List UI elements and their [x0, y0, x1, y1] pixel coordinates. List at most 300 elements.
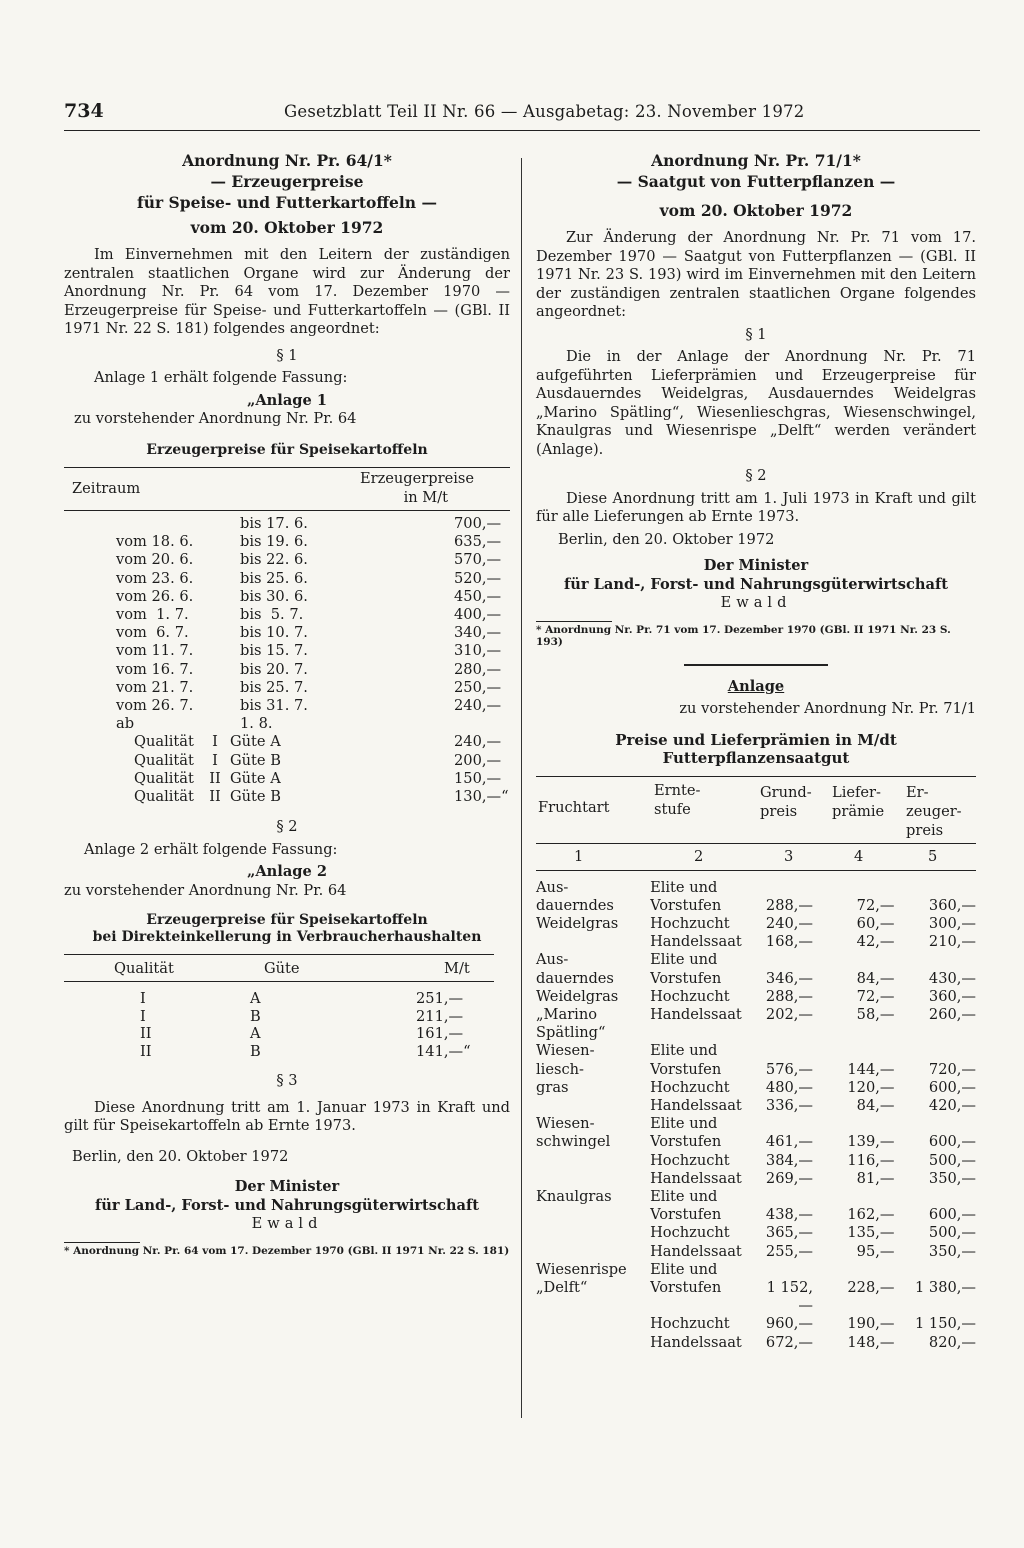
erntestufe-cell: Vorstufen: [650, 1060, 722, 1078]
table-row: [536, 1006, 976, 1024]
fruchtart-cell: [536, 1152, 650, 1170]
period-from: [64, 515, 240, 533]
grundpreis-cell: 365,—: [765, 1224, 814, 1242]
left-section-3-heading: § 3: [276, 1072, 298, 1090]
erzeugerpreis-cell: 350,—: [928, 1242, 976, 1260]
quality-label: [64, 770, 390, 788]
lieferpraemie-cell: 72,—: [856, 896, 895, 914]
table-row: [536, 1170, 976, 1188]
table-row: [536, 951, 976, 969]
grundpreis-cell: 336,—: [765, 1096, 814, 1114]
right-section-2-text: Diese Anordnung tritt am 1. Juli 1973 in Kraft und gilt für alle Lieferungen ab Ernte 1973.: [536, 489, 976, 525]
erntestufe-cell: Elite und: [650, 1042, 718, 1060]
grundpreis-cell: 168,—: [765, 933, 814, 951]
period-from: vom 23. 6.: [116, 569, 194, 587]
erntestufe-cell: Elite und: [650, 1260, 718, 1278]
fruchtart-cell: Wiesen-: [536, 1115, 595, 1133]
period-to: bis 25. 6.: [240, 569, 308, 587]
table-3-col-lieferpraemie: Liefer- prämie: [832, 783, 885, 820]
page-number: 734: [64, 100, 104, 122]
grundpreis-cell: [760, 879, 813, 897]
period-to: bis 15. 7.: [240, 642, 308, 660]
grundpreis-cell: 269,—: [765, 1169, 814, 1187]
left-signature-ministry: für Land-, Forst- und Nahrungsgüterwirtschaft: [95, 1196, 479, 1214]
page-header: [64, 98, 980, 128]
empty-cell: [813, 1024, 894, 1042]
table-1-rows: [64, 515, 510, 806]
anlage-ref: zu vorstehender Anordnung Nr. Pr. 71/1: [679, 700, 976, 717]
erzeugerpreis-cell: 210,—: [928, 933, 976, 951]
fruchtart-cell: Spätling“: [536, 1024, 606, 1042]
table-row: [536, 1224, 976, 1242]
erzeugerpreis-cell: [894, 1115, 976, 1133]
price-value: 310,—: [454, 642, 502, 660]
guete-value: B: [250, 1042, 261, 1060]
table-row: [64, 733, 510, 751]
erzeugerpreis-cell: 820,—: [928, 1333, 976, 1351]
period-from: vom 21. 7.: [116, 678, 194, 696]
lieferpraemie-cell: 84,—: [856, 969, 895, 987]
right-section-1-heading: § 1: [745, 325, 767, 343]
left-title-line-3: für Speise- und Futterkartoffeln —: [137, 193, 437, 212]
lieferpraemie-cell: 116,—: [847, 1151, 895, 1169]
fruchtart-cell: Knaulgras: [536, 1187, 612, 1205]
right-intro: Zur Änderung der Anordnung Nr. Pr. 71 vom 17. Dezember 1970 — Saatgut von Futterpflanzen — (GBl. II 1971 Nr. 23 S. 193) wird im Einvernehmen mit den Leitern der zuständigen zentralen staatlichen Organe folgendes angeordnet:: [536, 229, 976, 320]
table-row: [536, 1243, 976, 1261]
table-row: [536, 1097, 976, 1115]
price-value: 150,—: [454, 769, 502, 787]
period-from: vom 18. 6.: [116, 533, 194, 551]
erntestufe-cell: Hochzucht: [650, 914, 730, 932]
fruchtart-cell: [536, 1224, 650, 1242]
table-2-rows: [64, 990, 494, 1060]
erzeugerpreis-cell: 600,—: [928, 1133, 976, 1151]
erzeugerpreis-cell: 1 150,—: [914, 1315, 976, 1333]
fruchtart-cell: [536, 1170, 650, 1188]
mt-value: 211,—: [416, 1007, 464, 1025]
lieferpraemie-cell: 144,—: [847, 1060, 895, 1078]
table-row: [64, 679, 510, 697]
grundpreis-cell: 288,—: [765, 896, 814, 914]
erzeugerpreis-cell: 600,—: [928, 1078, 976, 1096]
table-1-col-price-2: in M/t: [403, 489, 448, 506]
period-from: vom 6. 7.: [116, 624, 189, 642]
erzeugerpreis-cell: 500,—: [928, 1224, 976, 1242]
quality-label: [64, 752, 390, 770]
table-2-col-guete: Güte: [264, 960, 300, 978]
grundpreis-cell: 480,—: [765, 1078, 814, 1096]
price-value: 280,—: [454, 660, 502, 678]
quality-level: II: [209, 769, 221, 787]
grundpreis-cell: 672,—: [765, 1333, 814, 1351]
period-from: vom 26. 7.: [116, 697, 194, 715]
table-row: [64, 515, 510, 533]
table-row: [536, 1152, 976, 1170]
fruchtart-cell: Aus-: [536, 951, 569, 969]
erntestufe-cell: Elite und: [650, 1115, 718, 1133]
lieferpraemie-cell: 60,—: [856, 914, 895, 932]
lieferpraemie-cell: [813, 1261, 894, 1279]
left-anlage-1-ref: zu vorstehender Anordnung Nr. Pr. 64: [74, 410, 357, 427]
column-divider: [521, 158, 522, 1418]
price-value: 635,—: [454, 533, 502, 551]
right-place-date: Berlin, den 20. Oktober 1972: [558, 530, 775, 548]
lieferpraemie-cell: 135,—: [847, 1224, 895, 1242]
period-to: bis 5. 7.: [240, 606, 304, 624]
table-1-header: [64, 468, 510, 510]
quality-word: Qualität: [134, 751, 194, 769]
erntestufe-cell: Handelssaat: [650, 1333, 742, 1351]
fruchtart-cell: schwingel: [536, 1133, 611, 1151]
erzeugerpreis-cell: 260,—: [928, 1005, 976, 1023]
fruchtart-cell: Weidelgras: [536, 987, 619, 1005]
guete-value: A: [250, 990, 261, 1008]
price-value: 250,—: [454, 678, 502, 696]
erntestufe-cell: Vorstufen: [650, 969, 722, 987]
table-3-colnum-5: 5: [928, 847, 938, 865]
right-footnote-rule: [536, 621, 612, 622]
empty-cell: [894, 1024, 976, 1042]
left-intro: Im Einvernehmen mit den Leitern der zuständigen zentralen staatlichen Organe wird zur Änderung der Anordnung Nr. Pr. 64 vom 17. Dezember 1970 — Erzeugerpreise für Speise- und Futterkartoffeln — (GBl. II 1971 Nr. 22 S. 181) folgendes angeordnet:: [64, 246, 510, 337]
table-1-col-price-1: Erzeugerpreise: [359, 470, 474, 487]
period-from: vom 26. 6.: [116, 587, 194, 605]
table-row: [536, 879, 976, 897]
table-row: [64, 606, 510, 624]
table-row: [64, 533, 510, 551]
table-3-rows: [536, 879, 976, 1352]
mt-value: 161,—: [416, 1025, 464, 1043]
quality-guete: Güte B: [230, 751, 281, 769]
left-footnote-rule: [64, 1242, 140, 1243]
erzeugerpreis-cell: 420,—: [928, 1096, 976, 1114]
erzeugerpreis-cell: 1 380,—: [914, 1278, 976, 1296]
quality-guete: Güte A: [230, 733, 281, 751]
table-row: [536, 1188, 976, 1206]
erntestufe-cell: Handelssaat: [650, 1005, 742, 1023]
erntestufe-cell: Hochzucht: [650, 1078, 730, 1096]
period-to: bis 20. 7.: [240, 660, 308, 678]
fruchtart-cell: Wiesenrispe: [536, 1260, 627, 1278]
erntestufe-cell: Elite und: [650, 878, 718, 896]
table-row: [536, 1206, 976, 1224]
erntestufe-cell: Handelssaat: [650, 933, 742, 951]
left-column: [64, 150, 510, 1257]
fruchtart-cell: [536, 933, 650, 951]
quality-value: II: [140, 1025, 152, 1043]
mt-value: 141,—“: [416, 1042, 471, 1060]
empty-cell: [760, 1024, 813, 1042]
table-3-colnum-2: 2: [694, 847, 704, 865]
table-row: [536, 988, 976, 1006]
erntestufe-cell: Vorstufen: [650, 1133, 722, 1151]
erzeugerpreis-cell: [894, 1188, 976, 1206]
table-row: [536, 1024, 976, 1042]
fruchtart-cell: [536, 1243, 650, 1261]
left-signature-title: Der Minister: [234, 1178, 340, 1196]
fruchtart-cell: „Marino: [536, 1005, 598, 1023]
table-1-col-zeitraum: Zeitraum: [72, 480, 141, 497]
fruchtart-cell: dauerndes: [536, 969, 614, 987]
table-3-colnum-4: 4: [854, 847, 864, 865]
table-row: [64, 990, 494, 1008]
period-to: 1. 8.: [240, 715, 273, 733]
right-section-1-text: Die in der Anlage der Anordnung Nr. Pr. 71 aufgeführten Lieferprämien und Erzeugerpreise für Ausdauerndes Weidelgras, Ausdauerndes Weidelgras „Marino Spätling“, Wiesenlieschgras, Wiesenschwingel, Knaulgras und Wiesenrispe „Delft“ werden verändert (Anlage).: [536, 348, 976, 458]
header-rule: [64, 130, 980, 131]
table-row: [64, 588, 510, 606]
quality-label: [64, 733, 390, 751]
left-title-line-2: — Erzeugerpreise: [210, 172, 364, 191]
lieferpraemie-cell: 139,—: [847, 1133, 895, 1151]
erntestufe-cell: Hochzucht: [650, 987, 730, 1005]
table-3-col-grundpreis: Grund- preis: [760, 783, 812, 820]
grundpreis-cell: 240,—: [765, 914, 814, 932]
left-section-2-text: Anlage 2 erhält folgende Fassung:: [84, 840, 338, 858]
grundpreis-cell: 1 152,—: [766, 1278, 814, 1315]
fruchtart-cell: [536, 1315, 650, 1333]
table-row: [64, 770, 510, 788]
table-3-colnum-3: 3: [784, 847, 794, 865]
grundpreis-cell: 346,—: [765, 969, 814, 987]
right-title-line-1: Anordnung Nr. Pr. 71/1*: [651, 151, 861, 170]
lieferpraemie-cell: 81,—: [856, 1169, 895, 1187]
lieferpraemie-cell: [813, 1115, 894, 1133]
period-from: vom 1. 7.: [116, 606, 189, 624]
table-row: [64, 697, 510, 715]
fruchtart-cell: [536, 1097, 650, 1115]
table-row: [536, 915, 976, 933]
lieferpraemie-cell: [813, 951, 894, 969]
fruchtart-cell: [536, 1334, 650, 1352]
erntestufe-cell: Handelssaat: [650, 1096, 742, 1114]
table-2-col-mt: M/t: [444, 960, 470, 978]
quality-value: I: [140, 990, 146, 1008]
left-section-1-heading: § 1: [276, 346, 298, 364]
erntestufe-cell: Handelssaat: [650, 1242, 742, 1260]
period-to: bis 25. 7.: [240, 678, 308, 696]
fruchtart-cell: [536, 1206, 650, 1224]
table-3-title-1: Preise und Lieferprämien in M/dt: [615, 730, 897, 749]
table-3-col-erzeugerpreis: Er- zeuger- preis: [906, 783, 962, 839]
guete-value: B: [250, 1007, 261, 1025]
fruchtart-cell: Aus-: [536, 878, 569, 896]
right-signature-name: Ewald: [720, 594, 792, 611]
period-from: vom 20. 6.: [116, 551, 194, 569]
erntestufe-cell: Vorstufen: [650, 1206, 722, 1224]
table-row: [64, 551, 510, 569]
table-3-col-erntestufe: Ernte- stufe: [654, 781, 701, 818]
period-to: bis 10. 7.: [240, 624, 308, 642]
table-row: [536, 970, 976, 988]
table-row: [536, 897, 976, 915]
table-3-col-numbers: [536, 844, 976, 870]
grundpreis-cell: 438,—: [765, 1206, 814, 1224]
lieferpraemie-cell: [813, 1188, 894, 1206]
right-title-date: vom 20. Oktober 1972: [659, 201, 853, 220]
left-section-3-text: Diese Anordnung tritt am 1. Januar 1973 in Kraft und gilt für Speisekartoffeln ab Ernte 1973.: [64, 1098, 510, 1135]
table-row: [64, 642, 510, 660]
erzeugerpreis-cell: [894, 879, 976, 897]
table-row: [536, 1079, 976, 1097]
left-title-date: vom 20. Oktober 1972: [190, 218, 384, 237]
period-to: bis 31. 7.: [240, 697, 308, 715]
lieferpraemie-cell: [813, 1042, 894, 1060]
quality-word: Qualität: [134, 788, 194, 806]
table-2-col-qualitaet: Qualität: [114, 960, 174, 978]
fruchtart-cell: liesch-: [536, 1060, 584, 1078]
fruchtart-cell: Weidelgras: [536, 914, 619, 932]
fruchtart-cell: gras: [536, 1078, 569, 1096]
price-value: 700,—: [454, 515, 502, 532]
period-to: bis 22. 6.: [240, 551, 308, 569]
table-row: [64, 624, 510, 642]
erntestufe-cell: Elite und: [650, 1187, 718, 1205]
quality-word: Qualität: [134, 733, 194, 751]
mt-value: 251,—: [416, 990, 464, 1008]
lieferpraemie-cell: 95,—: [856, 1242, 895, 1260]
price-value: 570,—: [454, 551, 502, 569]
table-row: [536, 1133, 976, 1151]
erntestufe-cell: Hochzucht: [650, 1151, 730, 1169]
table-row: [64, 1025, 494, 1043]
table-3-title-2: Futterpflanzensaatgut: [662, 749, 850, 767]
erzeugerpreis-cell: 360,—: [928, 987, 976, 1005]
table-row: [536, 1279, 976, 1315]
table-2-top-rule: [64, 954, 494, 955]
table-row: [536, 1315, 976, 1333]
table-3-col-fruchtart: Fruchtart: [538, 798, 610, 816]
erzeugerpreis-cell: 600,—: [928, 1206, 976, 1224]
price-value: 450,—: [454, 587, 502, 605]
lieferpraemie-cell: 120,—: [847, 1078, 895, 1096]
quality-guete: Güte A: [230, 769, 281, 787]
quality-value: I: [140, 1007, 146, 1025]
table-3-colnum-1: 1: [574, 847, 584, 865]
quality-level: I: [212, 751, 218, 769]
period-from: ab: [116, 715, 135, 733]
grundpreis-cell: [760, 1042, 813, 1060]
lieferpraemie-cell: 72,—: [856, 987, 895, 1005]
erzeugerpreis-cell: 350,—: [928, 1169, 976, 1187]
grundpreis-cell: 384,—: [765, 1151, 814, 1169]
table-row: [64, 752, 510, 770]
price-value: 130,—“: [454, 788, 509, 806]
erzeugerpreis-cell: [894, 951, 976, 969]
table-1-title: Erzeugerpreise für Speisekartoffeln: [146, 441, 428, 458]
quality-level: I: [212, 733, 218, 751]
price-value: [390, 715, 510, 733]
left-section-2-heading: § 2: [276, 818, 298, 836]
table-2-title-2: bei Direkteinkellerung in Verbraucherhaushalten: [92, 929, 482, 946]
lieferpraemie-cell: [813, 879, 894, 897]
erntestufe-cell: Hochzucht: [650, 1224, 730, 1242]
grundpreis-cell: [760, 951, 813, 969]
grundpreis-cell: 202,—: [765, 1005, 814, 1023]
table-row: [536, 1115, 976, 1133]
grundpreis-cell: [760, 1188, 813, 1206]
price-value: 520,—: [454, 569, 502, 587]
price-value: 340,—: [454, 624, 502, 642]
right-signature-title: Der Minister: [703, 557, 809, 574]
period-to: bis 30. 6.: [240, 587, 308, 605]
table-row: [536, 1334, 976, 1352]
right-footnote: * Anordnung Nr. Pr. 71 vom 17. Dezember 1970 (GBl. II 1971 Nr. 23 S. 193): [536, 623, 951, 648]
lieferpraemie-cell: 228,—: [847, 1278, 895, 1296]
running-title: Gesetzblatt Teil II Nr. 66 — Ausgabetag: 23. November 1972: [284, 102, 805, 121]
erntestufe-cell: Elite und: [650, 951, 718, 969]
grundpreis-cell: [760, 1115, 813, 1133]
left-anlage-2-ref: zu vorstehender Anordnung Nr. Pr. 64: [64, 881, 347, 899]
fruchtart-cell: Wiesen-: [536, 1042, 595, 1060]
erzeugerpreis-cell: [894, 1261, 976, 1279]
period-to: bis 19. 6.: [240, 533, 308, 551]
grundpreis-cell: [760, 1261, 813, 1279]
quality-word: Qualität: [134, 769, 194, 787]
left-anlage-1-heading: „Anlage 1: [246, 391, 328, 409]
table-row: [536, 1261, 976, 1279]
erntestufe-cell: Vorstufen: [650, 1278, 722, 1296]
table-row: [64, 788, 510, 806]
period-to: bis 17. 6.: [240, 515, 308, 532]
quality-value: II: [140, 1042, 152, 1060]
erzeugerpreis-cell: 430,—: [928, 969, 976, 987]
left-footnote: * Anordnung Nr. Pr. 64 vom 17. Dezember 1970 (GBl. II 1971 Nr. 22 S. 181): [64, 1244, 510, 1257]
empty-cell: [650, 1024, 760, 1042]
left-signature-name: Ewald: [251, 1215, 323, 1233]
period-from: vom 11. 7.: [116, 642, 194, 660]
table-row: [536, 1042, 976, 1060]
table-row: [536, 933, 976, 951]
lieferpraemie-cell: 190,—: [847, 1315, 895, 1333]
erntestufe-cell: Vorstufen: [650, 896, 722, 914]
grundpreis-cell: 960,—: [765, 1315, 814, 1333]
quality-level: II: [209, 788, 221, 806]
grundpreis-cell: 255,—: [765, 1242, 814, 1260]
grundpreis-cell: 576,—: [765, 1060, 814, 1078]
table-row: [64, 570, 510, 588]
period-from: vom 16. 7.: [116, 660, 194, 678]
table-row: [64, 715, 510, 733]
table-row: [64, 1043, 494, 1061]
lieferpraemie-cell: 148,—: [847, 1333, 895, 1351]
left-anlage-2-heading: „Anlage 2: [246, 863, 328, 881]
grundpreis-cell: 288,—: [765, 987, 814, 1005]
table-2-header: [64, 957, 494, 981]
erzeugerpreis-cell: 720,—: [928, 1060, 976, 1078]
table-row: [64, 661, 510, 679]
price-value: 240,—: [454, 697, 502, 715]
erntestufe-cell: Hochzucht: [650, 1315, 730, 1333]
grundpreis-cell: 461,—: [765, 1133, 814, 1151]
left-place-date: Berlin, den 20. Oktober 1972: [72, 1147, 289, 1165]
price-value: 200,—: [454, 751, 502, 769]
left-title-line-1: Anordnung Nr. Pr. 64/1*: [182, 151, 392, 170]
fruchtart-cell: dauerndes: [536, 896, 614, 914]
price-value: 400,—: [454, 606, 502, 624]
right-signature-ministry: für Land-, Forst- und Nahrungsgüterwirtschaft: [564, 575, 948, 593]
right-section-2-heading: § 2: [745, 467, 767, 484]
table-3-header: [536, 777, 976, 843]
right-title-line-2: — Saatgut von Futterpflanzen —: [616, 172, 896, 191]
right-column: [536, 150, 976, 1352]
quality-guete: Güte B: [230, 788, 281, 806]
fruchtart-cell: „Delft“: [536, 1278, 588, 1296]
erzeugerpreis-cell: [894, 1042, 976, 1060]
quality-label: [64, 788, 390, 806]
erzeugerpreis-cell: 360,—: [928, 896, 976, 914]
left-section-1-text: Anlage 1 erhält folgende Fassung:: [94, 369, 348, 386]
table-row: [64, 1008, 494, 1026]
guete-value: A: [250, 1025, 261, 1043]
